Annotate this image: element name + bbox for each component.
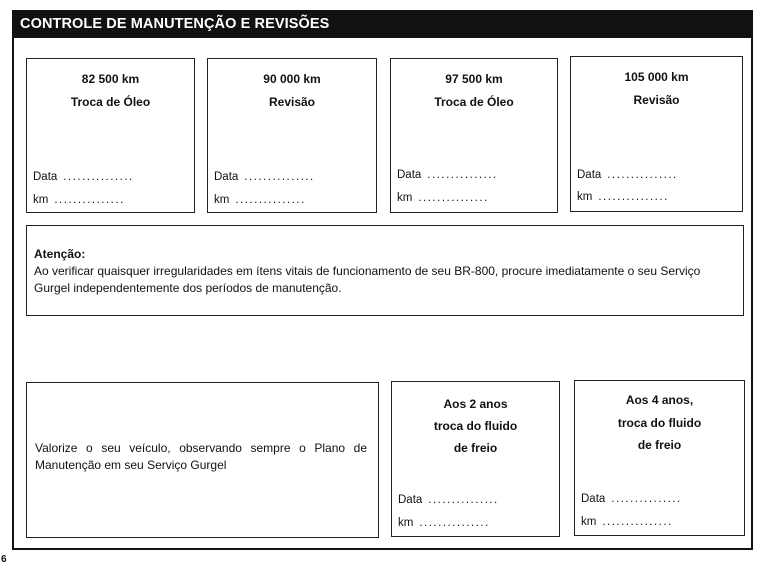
km-field[interactable]	[397, 192, 551, 204]
dotted-line: ...............	[598, 191, 669, 203]
service-km: 105 000 km	[624, 70, 689, 84]
service-km: 97 500 km	[445, 72, 503, 86]
dotted-line: ...............	[235, 194, 306, 206]
date-field[interactable]	[397, 169, 551, 181]
brake-fluid-box-4-years	[574, 380, 745, 536]
km-label: km	[577, 191, 593, 203]
date-label: Data	[581, 493, 606, 505]
km-label: km	[398, 517, 414, 529]
date-field[interactable]	[214, 171, 370, 183]
notice-title: Atenção:	[34, 247, 86, 261]
page-number: 6	[1, 554, 7, 565]
km-field[interactable]	[398, 517, 553, 529]
service-box-105000	[570, 56, 743, 212]
dotted-line: ...............	[244, 171, 315, 183]
service-box-82500	[26, 58, 195, 213]
km-label: km	[33, 194, 49, 206]
km-field[interactable]	[33, 194, 188, 206]
km-label: km	[581, 516, 597, 528]
dotted-line: ...............	[611, 493, 682, 505]
km-label: km	[397, 192, 413, 204]
dotted-line: ...............	[427, 169, 498, 181]
notice-text: Ao verificar quaisquer irregularidades em ítens vitais de funcionamento de seu BR-800, procure imediatamente o seu Serviço Gurgel independentemente dos períodos de manutenção.	[34, 264, 701, 295]
service-box-97500	[390, 58, 558, 213]
brake-fluid-box-2-years	[391, 381, 560, 537]
dotted-line: ...............	[607, 169, 678, 181]
km-field[interactable]	[214, 194, 370, 206]
date-field[interactable]	[577, 169, 736, 181]
service-km: 82 500 km	[81, 72, 140, 86]
service-type: Revisão	[633, 93, 680, 107]
brake-line-2: troca do fluido	[433, 419, 518, 433]
dotted-line: ...............	[54, 194, 125, 206]
dotted-line: ...............	[602, 516, 673, 528]
page-title: CONTROLE DE MANUTENÇÃO E REVISÕES	[12, 10, 753, 38]
date-label: Data	[398, 494, 423, 506]
service-type: Revisão	[268, 95, 316, 109]
service-km: 90 000 km	[263, 72, 321, 86]
brake-line-1: Aos 2 anos	[443, 397, 508, 411]
date-field[interactable]	[398, 494, 553, 506]
dotted-line: ...............	[63, 171, 134, 183]
dotted-line: ...............	[418, 192, 489, 204]
service-type: Troca de Óleo	[70, 95, 151, 109]
km-field[interactable]	[581, 516, 738, 528]
brake-line-3: de freio	[453, 441, 498, 455]
date-label: Data	[33, 171, 58, 183]
advice-box	[26, 382, 379, 538]
date-field[interactable]	[33, 171, 188, 183]
brake-line-2: troca do fluido	[617, 416, 702, 430]
service-box-90000	[207, 58, 377, 213]
km-label: km	[214, 194, 230, 206]
brake-line-3: de freio	[637, 438, 682, 452]
date-label: Data	[214, 171, 239, 183]
dotted-line: ...............	[419, 517, 490, 529]
advice-text: Valorize o seu veículo, observando sempre o Plano de Manutenção em seu Serviço Gurgel	[35, 441, 367, 472]
km-field[interactable]	[577, 191, 736, 203]
brake-line-1: Aos 4 anos,	[625, 393, 694, 407]
service-type: Troca de Óleo	[434, 95, 514, 109]
dotted-line: ...............	[428, 494, 499, 506]
notice-box	[26, 225, 744, 316]
date-label: Data	[397, 169, 422, 181]
date-label: Data	[577, 169, 602, 181]
date-field[interactable]	[581, 493, 738, 505]
